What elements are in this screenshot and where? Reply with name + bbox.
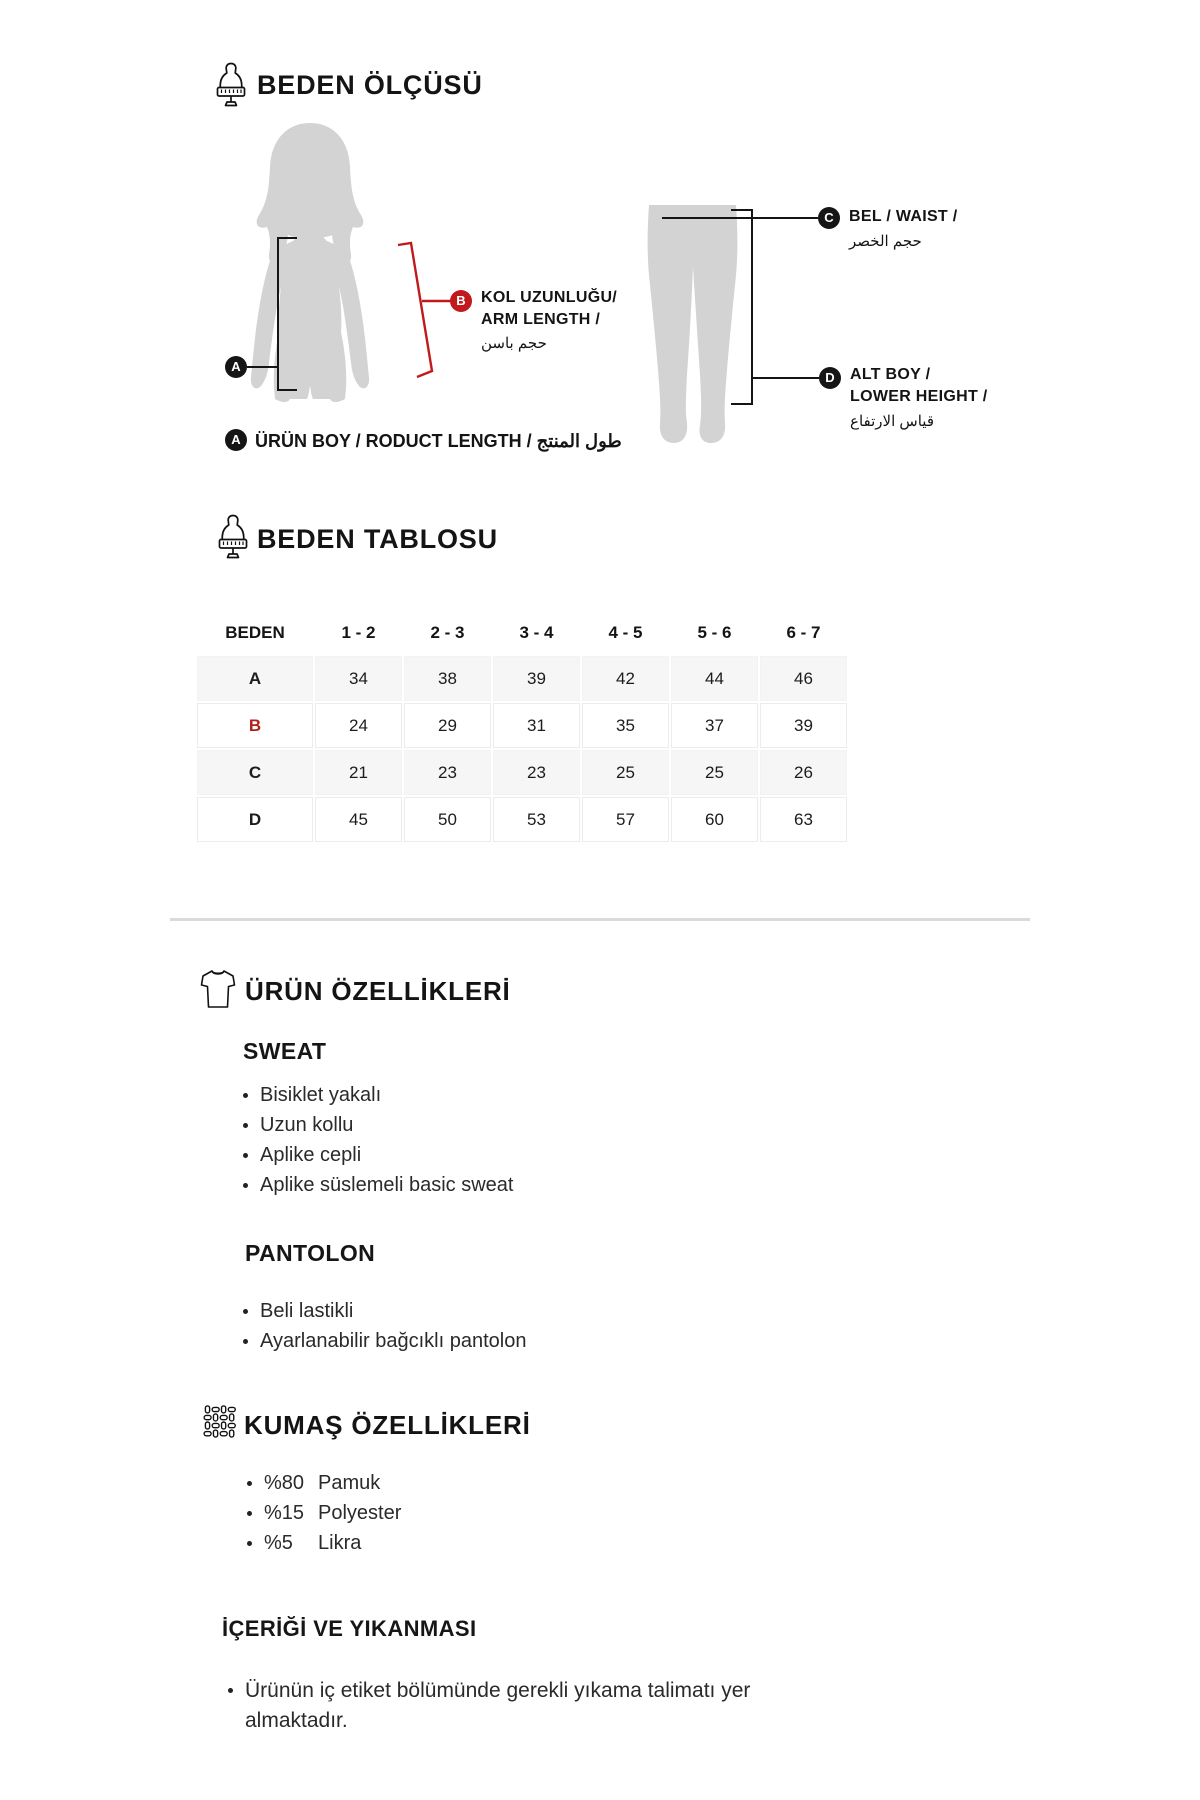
pantolon-bullet-list [243,1300,526,1360]
badge-d: D [819,367,841,389]
table-row [197,703,847,748]
bullet-text: Beli lastikli [260,1300,354,1322]
table-cell: 37 [671,703,758,748]
table-cell: 25 [671,750,758,795]
connector-line-a [247,366,278,368]
table-cell: 46 [760,656,847,701]
list-item [243,1330,526,1353]
measure-bracket-b [395,240,459,382]
connector-line-c [662,217,818,219]
badge-c: C [818,207,840,229]
care-heading: İÇERİĞİ VE YIKANMASI [222,1616,477,1641]
arm-length-label-tr: KOL UZUNLUĞU/ [481,289,618,306]
care-text: Ürünün iç etiket bölümünde gerekli yıkama talimatı yer almaktadır. [245,1679,751,1732]
row-label: B [197,703,313,748]
lower-height-label-tr: ALT BOY / [850,366,931,383]
table-cell: 39 [760,703,847,748]
list-item [243,1114,513,1137]
col-header: 2 - 3 [404,612,491,654]
product-features-heading: ÜRÜN ÖZELLİKLERİ [245,976,511,1006]
row-label: C [197,750,313,795]
bullet-dot [243,1093,248,1098]
table-cell: 39 [493,656,580,701]
table-row [197,750,847,795]
table-cell: 38 [404,656,491,701]
table-cell: 50 [404,797,491,842]
fabric-percent: %80 [264,1472,305,1494]
table-cell: 25 [582,750,669,795]
bullet-dot [247,1481,252,1486]
table-cell: 57 [582,797,669,842]
lower-height-label-en: LOWER HEIGHT / [850,388,988,405]
list-item [247,1532,401,1555]
sweat-subheading: SWEAT [243,1038,327,1064]
badge-b: B [450,290,472,312]
sweat-bullet-list [243,1084,513,1204]
measure-bracket-cd [731,209,753,405]
size-measure-heading: BEDEN ÖLÇÜSÜ [257,70,483,100]
table-cell: 31 [493,703,580,748]
table-cell: 21 [315,750,402,795]
col-header: 1 - 2 [315,612,402,654]
table-cell: 23 [493,750,580,795]
mannequin-icon [215,514,251,560]
bullet-dot [243,1153,248,1158]
bullet-text: Bisiklet yakalı [260,1084,382,1106]
section-divider [170,918,1030,921]
table-row [197,656,847,701]
fabric-weave-icon [202,1404,238,1440]
table-cell: 23 [404,750,491,795]
fabric-name: Likra [318,1532,362,1554]
col-header: 6 - 7 [760,612,847,654]
fabric-name: Pamuk [318,1472,381,1494]
bullet-dot [247,1511,252,1516]
col-header: 3 - 4 [493,612,580,654]
bullet-dot [243,1339,248,1344]
list-item [247,1472,401,1495]
size-table-heading: BEDEN TABLOSU [257,524,498,554]
size-table [195,610,849,844]
bullet-dot [243,1123,248,1128]
mannequin-icon [213,62,249,108]
pants-silhouette [645,205,745,445]
lower-height-label-ar: قياس الارتفاع [850,413,934,430]
col-header: BEDEN [197,612,313,654]
list-item [243,1300,526,1323]
size-table-header-row [197,612,847,654]
arm-length-label-ar: حجم باسن [481,335,547,352]
bullet-dot [243,1183,248,1188]
fabric-percent: %15 [264,1502,305,1524]
fabric-percent: %5 [264,1532,293,1554]
bullet-text: Aplike süslemeli basic sweat [260,1174,514,1196]
col-header: 4 - 5 [582,612,669,654]
fabric-list [247,1472,401,1562]
table-cell: 53 [493,797,580,842]
arm-length-label-en: ARM LENGTH / [481,311,601,328]
waist-label: BEL / WAIST / [849,208,958,225]
table-cell: 63 [760,797,847,842]
product-length-caption: ÜRÜN BOY / RODUCT LENGTH / طول المنتج [255,431,622,451]
measure-bracket-a [277,237,297,391]
badge-a-caption: A [225,429,247,451]
table-cell: 24 [315,703,402,748]
bullet-dot [247,1541,252,1546]
table-row [197,797,847,842]
table-cell: 34 [315,656,402,701]
waist-label-ar: حجم الخصر [849,233,922,250]
table-cell: 29 [404,703,491,748]
list-item [228,1676,805,1736]
bullet-text: Ayarlanabilir bağcıklı pantolon [260,1330,527,1352]
row-label: A [197,656,313,701]
table-cell: 35 [582,703,669,748]
connector-line-d [753,377,819,379]
bullet-dot [243,1309,248,1314]
list-item [243,1084,513,1107]
row-label: D [197,797,313,842]
table-cell: 42 [582,656,669,701]
tshirt-icon [200,968,236,1010]
care-list [228,1676,805,1736]
girl-silhouette [224,120,396,408]
table-cell: 44 [671,656,758,701]
list-item [247,1502,401,1525]
col-header: 5 - 6 [671,612,758,654]
table-cell: 45 [315,797,402,842]
fabric-name: Polyester [318,1502,402,1524]
bullet-text: Uzun kollu [260,1114,354,1136]
pantolon-subheading: PANTOLON [245,1240,376,1266]
fabric-features-heading: KUMAŞ ÖZELLİKLERİ [244,1410,531,1440]
bullet-text: Aplike cepli [260,1144,362,1166]
table-cell: 26 [760,750,847,795]
badge-a: A [225,356,247,378]
list-item [243,1174,513,1197]
list-item [243,1144,513,1167]
table-cell: 60 [671,797,758,842]
bullet-dot [228,1688,233,1693]
